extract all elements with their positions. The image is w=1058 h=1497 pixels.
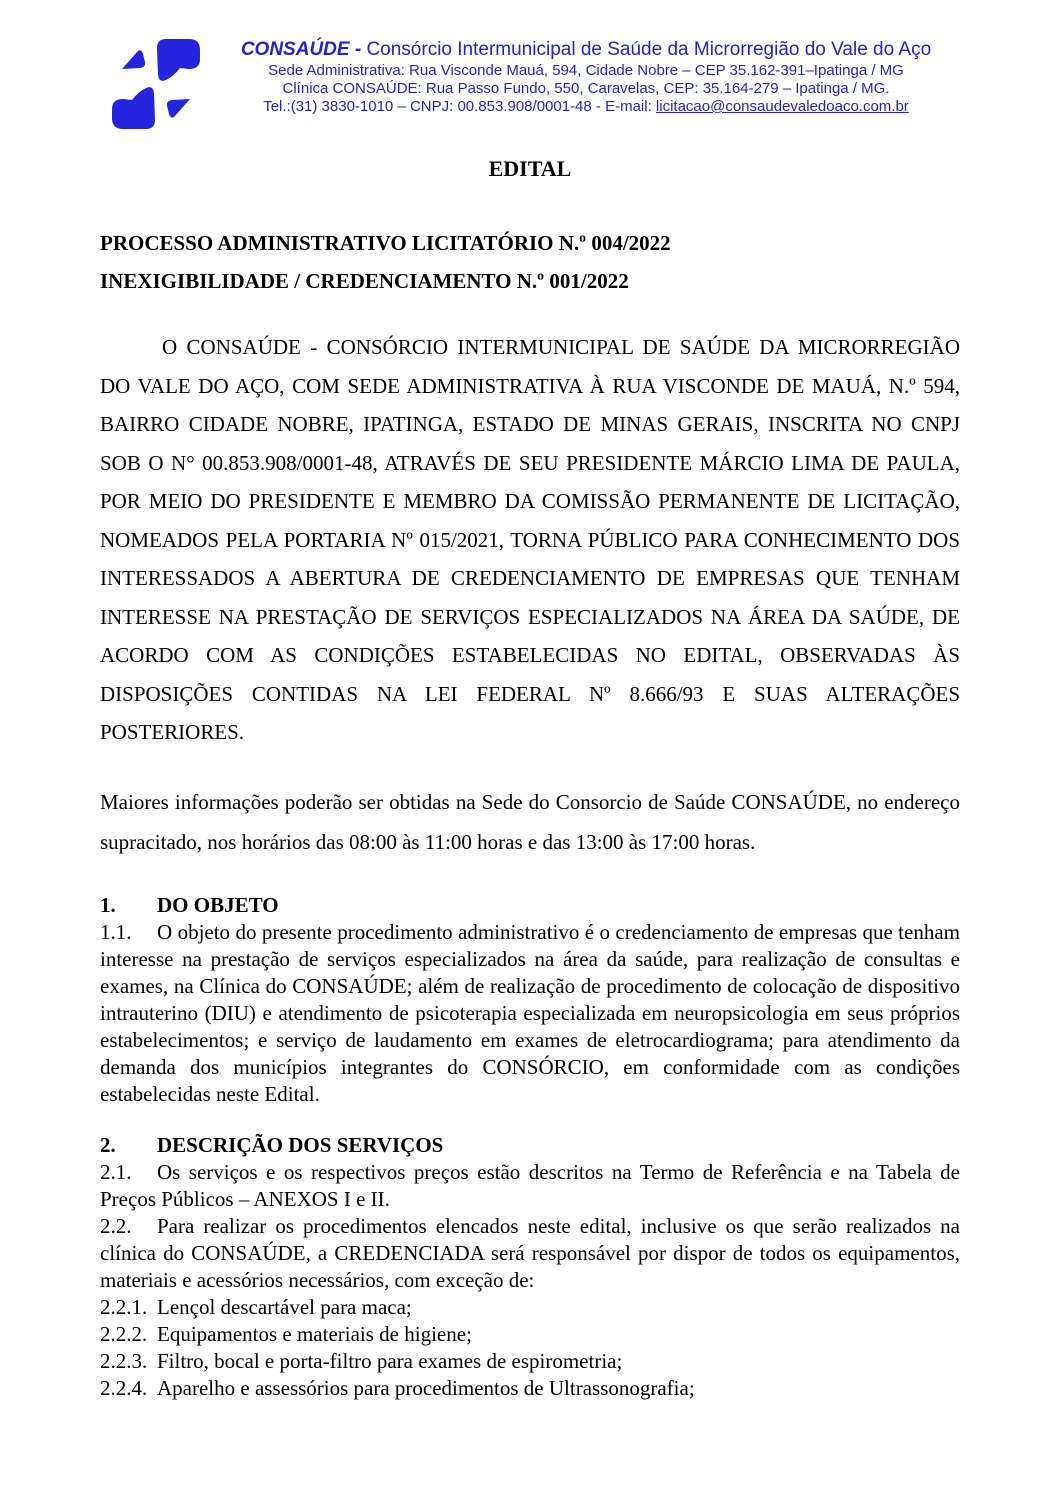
clause-number: 2.2.1. [100,1294,148,1319]
intro-paragraph: O CONSAÚDE - CONSÓRCIO INTERMUNICIPAL DE SAÚDE DA MICRORREGIÃO DO VALE DO AÇO, COM SEDE ADMINISTRATIVA À RUA VISCONDE DE MAUÁ, N.º 594, BAIRRO CIDADE NOBRE, IPATINGA, ESTADO DE MINAS GERAIS, INSCRITA NO CNPJ SOB O N° 00.853.908/0001-48, ATRAVÉS DE SEU PRESIDENTE MÁRCIO LIMA DE PAULA, POR MEIO DO PRESIDENTE E MEMBRO DA COMISSÃO PERMANENTE DE LICITAÇÃO, NOMEADOS PELA PORTARIA Nº 015/2021, TORNA PÚBLICO PARA CONHECIMENTO DOS INTERESSADOS A ABERTURA DE CREDENCIAMENTO DE EMPRESAS QUE TENHAM INTERESSE NA PRESTAÇÃO DE SERVIÇOS ESPECIALIZADOS NA ÁREA DA SAÚDE, DE ACORDO COM AS CONDIÇÕES ESTABELECIDAS NO EDITAL, OBSERVADAS ÀS DISPOSIÇÕES CONTIDAS NA LEI FEDERAL Nº 8.666/93 E SUAS ALTERAÇÕES POSTERIORES. [100,335,960,744]
section-number: 2. [100,1132,116,1157]
clause-number: 2.2.2. [100,1321,148,1346]
letterhead [100,38,960,130]
clause-number: 2.2. [100,1213,132,1238]
clause [100,1294,960,1321]
clause-number: 2.2.4. [100,1375,148,1400]
clause-text: Equipamentos e materiais de higiene; [157,1321,472,1346]
clause-number: 2.2.3. [100,1348,148,1373]
consaude-logo-icon [100,38,212,130]
section-do-objeto [100,892,960,1108]
section-heading [100,892,960,919]
page-title: EDITAL [488,156,572,181]
clause-text: Filtro, bocal e porta-filtro para exames de espirometria; [157,1348,623,1373]
email-link[interactable]: licitacao@consaudevaledoaco.com.br [655,98,909,115]
clause [100,1159,960,1213]
credentialing-number-line: INEXIGIBILIDADE / CREDENCIAMENTO N.º 001/2022 [100,269,629,293]
contact-prefix: Tel.:(31) 3830-1010 – CNPJ: 00.853.908/0001-48 - E-mail: [263,98,656,115]
clause [100,919,960,1108]
address-line-2: Clínica CONSAÚDE: Rua Passo Fundo, 550, Caravelas, CEP: 35.164-279 – Ipatinga / MG. [282,80,890,97]
info-paragraph: Maiores informações poderão ser obtidas na Sede do Consorcio de Saúde CONSAÚDE, no endereço supracitado, nos horários das 08:00 às 11:00 horas e das 13:00 às 17:00 horas. [100,789,960,854]
org-name-full: Consórcio Intermunicipal de Saúde da Microrregião do Vale do Aço [361,39,932,60]
section-number: 1. [100,892,116,917]
process-number-line: PROCESSO ADMINISTRATIVO LICITATÓRIO N.º 004/2022 [100,231,671,255]
section-descricao-servicos [100,1132,960,1402]
clause-text: O objeto do presente procedimento administrativo é o credenciamento de empresas que tenham interesse na prestação de serviços especializados na área da saúde, para realização de consultas e exames, na Clínica do CONSAÚDE; além de realização de procedimento de colocação de dispositivo intrauterino (DIU) e atendimento de psicoterapia especializada em neuropsicologia em seus próprios estabelecimentos; e serviço de laudamento em exames de eletrocardiograma; para atendimento da demanda dos municípios integrantes do CONSÓRCIO, em conformidade com as condições estabelecidas neste Edital. [100,919,960,1106]
letterhead-text [212,38,960,116]
address-line-1: Sede Administrativa: Rua Visconde Mauá, 594, Cidade Nobre – CEP 35.162-391–Ipatinga / MG [268,62,904,79]
section-title: DESCRIÇÃO DOS SERVIÇOS [157,1132,444,1157]
org-name [212,38,960,62]
clause-text: Lençol descartável para maca; [157,1294,412,1319]
clause [100,1321,960,1348]
clause-text: Para realizar os procedimentos elencados neste edital, inclusive os que serão realizados na clínica do CONSAÚDE, a CREDENCIADA será responsável por dispor de todos os equipamentos, materiais e acessórios necessários, com exceção de: [100,1213,960,1292]
clause [100,1375,960,1402]
section-title: DO OBJETO [157,892,279,917]
clause [100,1348,960,1375]
clause [100,1213,960,1294]
section-heading [100,1132,960,1159]
process-headings [100,224,960,300]
clause-number: 1.1. [100,919,132,944]
contact-line [212,98,960,116]
clause-text: Aparelho e assessórios para procedimentos de Ultrassonografia; [157,1375,695,1400]
clause-number: 2.1. [100,1159,132,1184]
clause-text: Os serviços e os respectivos preços estão descritos na Termo de Referência e na Tabela de Preços Públicos – ANEXOS I e II. [100,1159,960,1211]
org-name-acronym: CONSAÚDE - [240,39,362,60]
